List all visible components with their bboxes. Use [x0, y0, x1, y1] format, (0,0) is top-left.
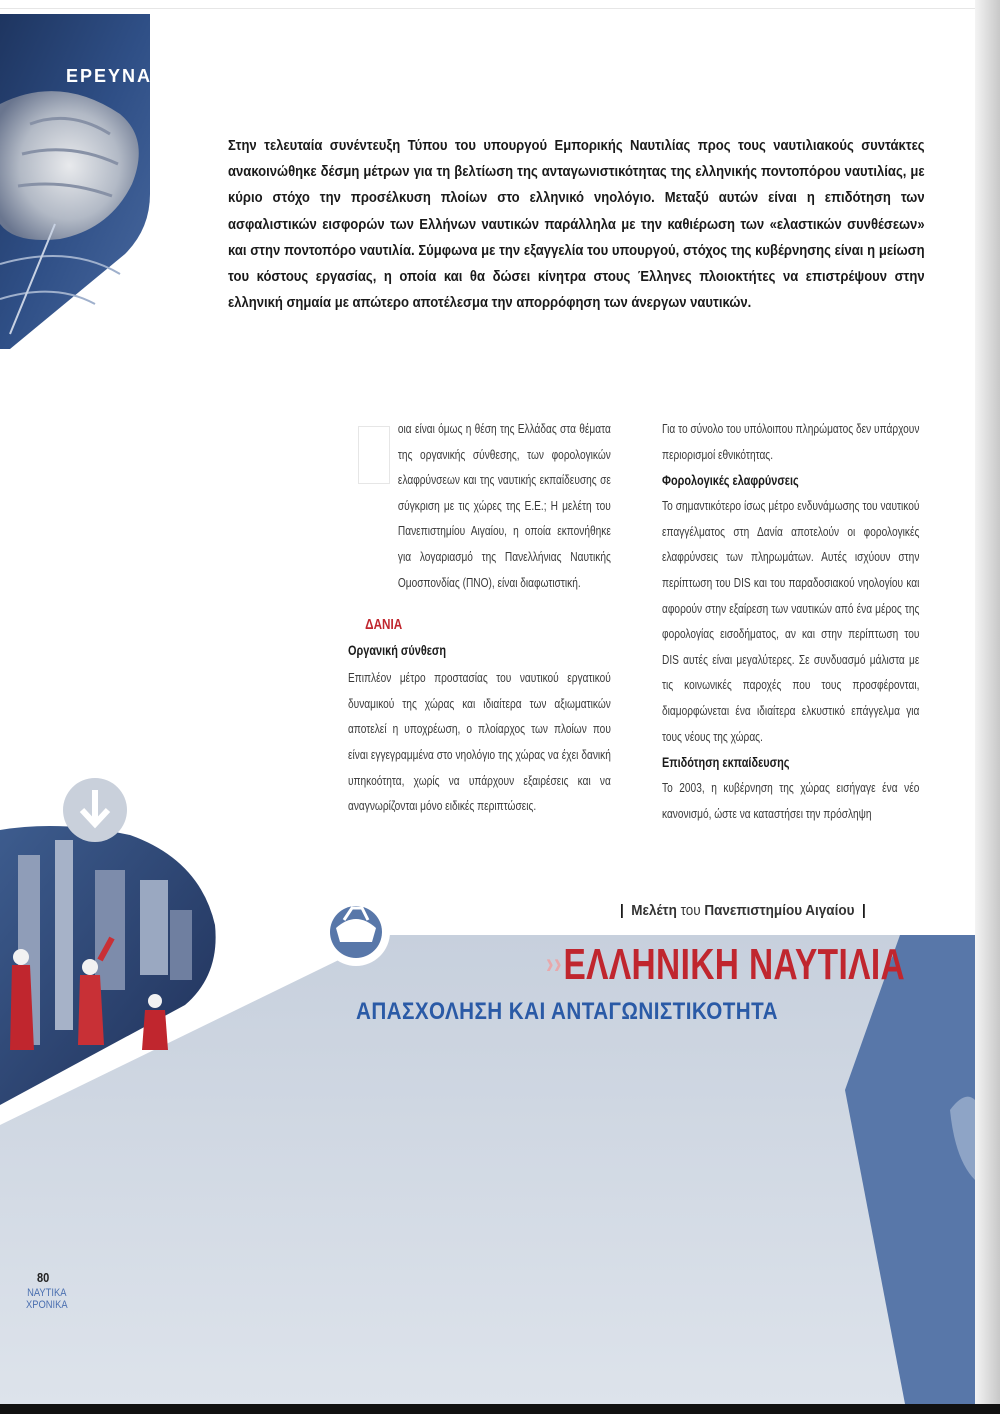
body-paragraph: Για το σύνολο του υπόλοιπου πληρώματος δεν υπάρχουν περιορισμοί εθνικότητας.: [662, 421, 920, 462]
bottom-graphic: [0, 760, 975, 1404]
left-column: [348, 416, 611, 819]
subheading-composition: Οργανική σύνθεση: [348, 642, 447, 659]
headline: [546, 940, 905, 990]
opening-paragraph: οια είναι όμως η θέση της Ελλάδας στα θέματα της οργανικής σύνθεσης, των φορολογικών ελαφρύνσεων και της ναυτικής εκπαίδευσης σε σύγκριση με τις χώρες της Ε.Ε.; Η μελέτη του Πανεπιστημίου Αιγαίου, η οποία εκπονήθηκε για λογαριασμό της Πανελλήνιας Ναυτικής Ομοσπονδίας (ΠΝΟ), είναι διαφωτιστική.: [397, 421, 611, 590]
caption: | Μελέτη του Πανεπιστημίου Αιγαίου |: [620, 902, 866, 919]
page-number: 80: [37, 1270, 50, 1285]
scan-bottom-edge: [0, 1404, 1000, 1414]
body-paragraph: Το σημαντικότερο ίσως μέτρο ενδυνάμωσης του ναυτικού επαγγέλματος στη Δανία αποτελούν οι φορολογικές ελαφρύνσεις των πληρωμάτων. Αυτές ισχύουν στην περίπτωση του DIS και του παραδοσιακού νηολογίου και αφορούν στην εξαίρεση των ναυτικών από ένα μέρος της φορολογίας εισοδήματος, αν και στην περίπτωση του DIS αυτές είναι μεγαλύτερες. Σε συνδυασμό μάλιστα με τις κοινωνικές παροχές που τους προσφέρονται, διαμορφώνεται ένα ιδιαίτερα ελκυστικό επάγγελμα για τους νέους της χώρας.: [662, 498, 920, 744]
headline-subtitle: ΑΠΑΣΧΟΛΗΣΗ ΚΑΙ ΑΝΤΑΓΩΝΙΣΤΙΚΟΤΗΤΑ: [356, 998, 778, 1025]
headline-title: ΕΛΛΗΝΙΚΗ ΝΑΥΤΙΛΙΑ: [563, 940, 906, 989]
magazine-name: ΝΑΥΤΙΚΑ ΧΡΟΝΙΚΑ: [26, 1287, 68, 1311]
scan-right-shadow: [975, 0, 1000, 1414]
country-heading: ΔΑΝΙΑ: [365, 616, 403, 634]
body-paragraph: Το 2003, η κυβέρνηση της χώρας εισήγαγε ένα νέο κανονισμό, ώστε να καταστήσει την πρόσληψη: [662, 780, 920, 821]
subheading-tax: Φορολογικές ελαφρύνσεις: [662, 472, 799, 489]
intro-paragraph: Στην τελευταία συνέντευξη Τύπου του υπουργού Εμπορικής Ναυτιλίας προς τους ναυτιλιακούς συντάκτες ανακοινώθηκε δέσμη μέτρων για τη βελτίωση της ανταγωνιστικότητας της ελληνικής ποντοπόρου ναυτιλίας, με κύριο στόχο την προσέλκυση πλοίων στο ελληνικό νηολόγιο. Μεταξύ αυτών είναι η επιδότηση των ασφαλιστικών εισφορών των Ελλήνων ναυτικών παράλληλα με την καθιέρωση των «ελαστικών συνθέσεων» και στην ποντοπόρο ναυτιλία. Σύμφωνα με την εξαγγελία του υπουργού, στόχος της κυβέρνησης είναι η μείωση του κόστους εργασίας, η οποία και θα δώσει κίνητρα στους Έλληνες πλοιοκτήτες να επιστρέψουν στην ελληνική σημαία με απώτερο αποτέλεσμα την απορρόφηση των άνεργων ναυτικών.: [228, 137, 925, 312]
body-paragraph: Επιπλέον μέτρο προστασίας του ναυτικού εργατικού δυναμικού της χώρας και ιδιαίτερα των αξιωματικών αποτελεί η υποχρέωση, ο πλοίαρχος των πλοίων που είναι εγγεγραμμένα στο νηολόγιο της χώρας να έχει δανική υπηκοότητα, χωρίς να υπάρχουν εξαιρέσεις και να αναγνωρίζονται μόνο ειδικές περιπτώσεις.: [348, 670, 611, 814]
subheading-training: Επιδότηση εκπαίδευσης: [662, 754, 790, 771]
section-label: ΕΡΕΥΝΑ: [66, 66, 153, 86]
throttle-photo: [0, 14, 210, 349]
top-edge-line: [0, 8, 975, 9]
double-chevron-icon: ››: [546, 947, 562, 980]
